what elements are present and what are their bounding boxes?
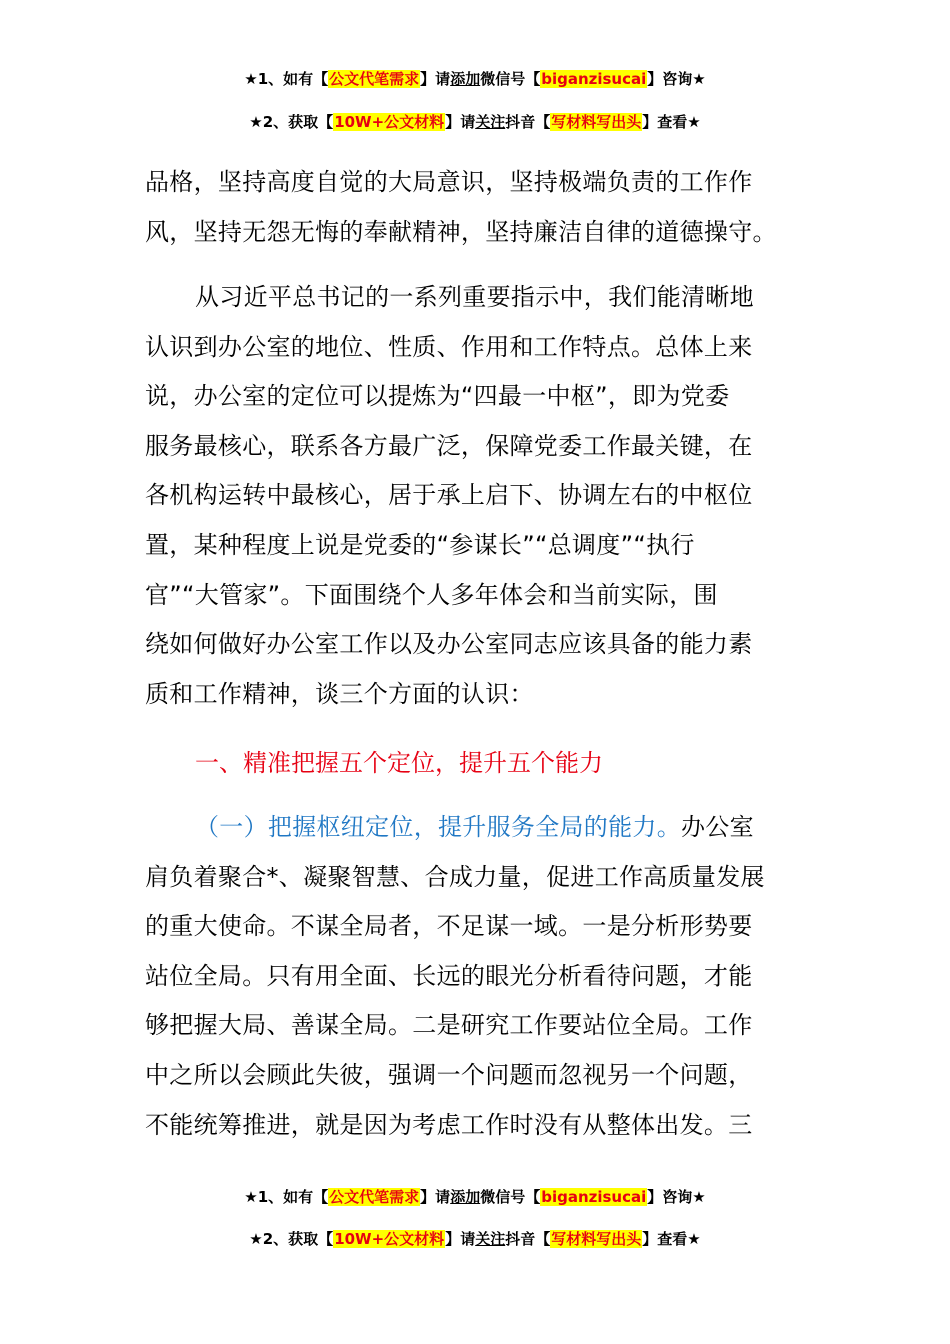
text-line: 服务最核心，联系各方最广泛，保障党委工作最关键，在 (145, 431, 753, 460)
banner-highlight: biganzisucai (541, 70, 647, 88)
paragraph-intro (145, 273, 815, 719)
text-line: 不能统筹推进，就是因为考虑工作时没有从整体出发。三 (145, 1110, 753, 1139)
banner-text: 微信号【 (480, 70, 541, 88)
text-line: 从习近平总书记的一系列重要指示中，我们能清晰地 (195, 283, 754, 311)
banner-text: ★1、如有【 (244, 1188, 329, 1206)
banner-text: 】请 (420, 70, 451, 88)
section-heading: 一、精准把握五个定位，提升五个能力 (195, 749, 603, 777)
text-line: 中之所以会顾此失彼，强调一个问题而忽视另一个问题， (145, 1060, 753, 1089)
banner-text: ★2、获取【 (249, 1230, 334, 1248)
banner-highlight: 写材料写出头 (551, 113, 642, 131)
bottom-banner-line-1 (0, 1186, 950, 1208)
text-line: 说，办公室的定位可以提炼为“四最一中枢”，即为党委 (145, 382, 730, 411)
subsection-title: （一）把握枢纽定位，提升服务全局的能力。 (195, 813, 681, 841)
banner-underlined-text: 添加 (450, 1188, 481, 1206)
banner-text: 】请 (445, 1230, 476, 1248)
banner-text: 】查看★ (642, 113, 701, 131)
banner-text: 微信号【 (480, 1188, 541, 1206)
banner-highlight: 10W+公文材料 (334, 113, 445, 131)
text-line: 的重大使命。不谋全局者，不足谋一域。一是分析形势要 (145, 912, 753, 941)
text-line: 置，某种程度上说是党委的“参谋长”“总调度”“执行 (145, 530, 695, 559)
banner-underlined-text: 添加 (450, 70, 481, 88)
banner-highlight: 公文代笔需求 (329, 70, 420, 88)
bottom-banner-line-2 (0, 1228, 950, 1250)
text-line: 站位全局。只有用全面、长远的眼光分析看待问题，才能 (145, 961, 753, 990)
text-line: 绕如何做好办公室工作以及办公室同志应该具备的能力素 (145, 630, 753, 659)
text-line: 肩负着聚合*、凝聚智慧、合成力量，促进工作高质量发展 (145, 862, 765, 891)
banner-text: ★1、如有【 (244, 70, 329, 88)
text-fragment: 办公室 (681, 813, 754, 841)
banner-text: 抖音【 (505, 1230, 551, 1248)
subsection-paragraph (145, 803, 815, 1150)
paragraph-continuation (145, 158, 815, 257)
banner-text: 】咨询★ (647, 1188, 706, 1206)
banner-text: 】请 (445, 113, 476, 131)
banner-highlight: 公文代笔需求 (329, 1188, 420, 1206)
text-line (145, 803, 815, 853)
banner-highlight: 写材料写出头 (551, 1230, 642, 1248)
top-banner-line-1 (0, 68, 950, 90)
banner-text: ★2、获取【 (249, 113, 334, 131)
banner-highlight: 10W+公文材料 (334, 1230, 445, 1248)
banner-text: 抖音【 (505, 113, 551, 131)
banner-text: 】请 (420, 1188, 451, 1206)
banner-text: 】查看★ (642, 1230, 701, 1248)
banner-underlined-text: 关注 (475, 113, 506, 131)
text-line: 质和工作精神，谈三个方面的认识： (145, 679, 534, 708)
text-line: 各机构运转中最核心，居于承上启下、协调左右的中枢位 (145, 481, 753, 510)
banner-text: 】咨询★ (647, 70, 706, 88)
text-line: 风，坚持无怨无悔的奉献精神，坚持廉洁自律的道德操守。 (145, 217, 777, 246)
text-line: 官”“大管家”。下面围绕个人多年体会和当前实际，围 (145, 580, 718, 609)
banner-highlight: biganzisucai (541, 1188, 647, 1206)
text-line: 认识到办公室的地位、性质、作用和工作特点。总体上来 (145, 332, 753, 361)
text-line: 品格，坚持高度自觉的大局意识，坚持极端负责的工作作 (145, 168, 753, 196)
banner-underlined-text: 关注 (475, 1230, 506, 1248)
text-line: 够把握大局、善谋全局。二是研究工作要站位全局。工作 (145, 1011, 753, 1040)
top-banner-line-2 (0, 111, 950, 133)
